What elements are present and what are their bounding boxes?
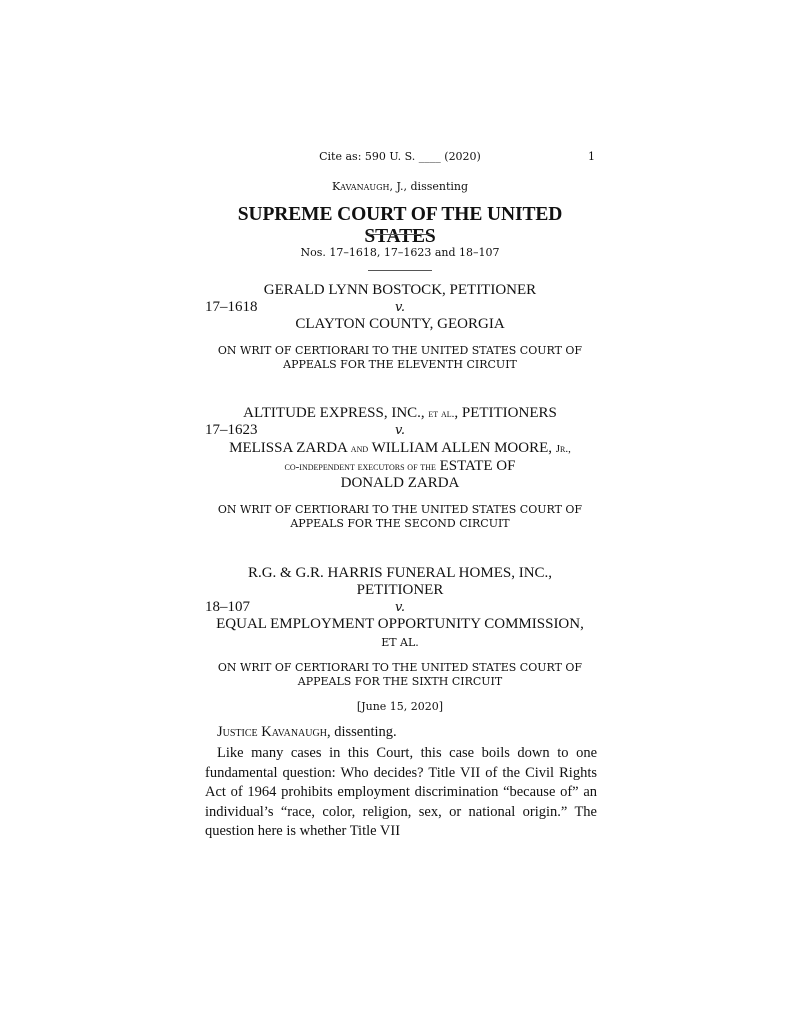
writ-line: ON WRIT OF CERTIORARI TO THE UNITED STATES COURT OF (217, 503, 583, 516)
case2-writ (205, 503, 595, 531)
case3-writ (205, 661, 595, 689)
divider (368, 270, 432, 271)
dissent-suffix: , J., dissenting (389, 180, 469, 193)
court-title: SUPREME COURT OF THE UNITED STATES (237, 204, 563, 247)
case1-writ (205, 344, 595, 372)
case3-respondent-line1: EQUAL EMPLOYMENT OPPORTUNITY COMMISSION, (216, 616, 584, 632)
case1-versus: v. (395, 300, 405, 315)
case2-respondent-line2: co-independent executors of the ESTATE OF (284, 458, 516, 474)
cite-text: Cite as: 590 U. S. ____ (2020) (319, 150, 481, 163)
case2-versus: v. (395, 423, 405, 438)
writ-line: APPEALS FOR THE ELEVENTH CIRCUIT (283, 358, 517, 371)
page-number: 1 (588, 150, 595, 163)
writ-line: ON WRIT OF CERTIORARI TO THE UNITED STATES COURT OF (217, 661, 583, 674)
case3-versus: v. (395, 600, 405, 615)
case3-petitioner-line2: PETITIONER (356, 582, 444, 598)
docket-numbers: Nos. 17–1618, 17–1623 and 18–107 (300, 246, 500, 259)
writ-line: ON WRIT OF CERTIORARI TO THE UNITED STATES COURT OF (217, 344, 583, 357)
case2-respondent-line1: MELISSA ZARDA and WILLIAM ALLEN MOORE, Jr., (229, 440, 571, 456)
dissent-author: Kavanaugh (331, 180, 390, 193)
case2-docket: 17–1623 (205, 422, 258, 438)
case3-petitioner-line1: R.G. & G.R. HARRIS FUNERAL HOMES, INC., (247, 565, 553, 581)
cite-line (205, 150, 595, 163)
dissent-header (205, 180, 595, 193)
case1-petitioner: GERALD LYNN BOSTOCK, PETITIONER (263, 282, 537, 298)
case3-docket: 18–107 (205, 599, 250, 615)
case2-respondent-line3: DONALD ZARDA (340, 475, 460, 491)
writ-line: APPEALS FOR THE SECOND CIRCUIT (290, 517, 510, 530)
case3-respondent-line2: ET AL. (381, 636, 419, 649)
writ-line: APPEALS FOR THE SIXTH CIRCUIT (297, 675, 503, 688)
case1-respondent: CLAYTON COUNTY, GEORGIA (295, 316, 505, 332)
opinion-heading-suffix: , dissenting. (326, 724, 397, 740)
opinion-heading (217, 724, 397, 741)
decision-date: [June 15, 2020] (356, 700, 444, 713)
justice-name: Justice Kavanaugh (217, 724, 327, 740)
case1-docket: 17–1618 (205, 299, 258, 315)
divider (368, 234, 432, 235)
opinion-paragraph: Like many cases in this Court, this case boils down to one fundamental question: Who decides? Title VII of the Civil Rights Act of 1964 prohibits employment discrimination “because of” an individual’s “race, color, religion, sex, or national origin.” The question here is whether Title VII (205, 745, 597, 840)
case2-petitioner: ALTITUDE EXPRESS, INC., et al., PETITIONERS (243, 405, 557, 421)
